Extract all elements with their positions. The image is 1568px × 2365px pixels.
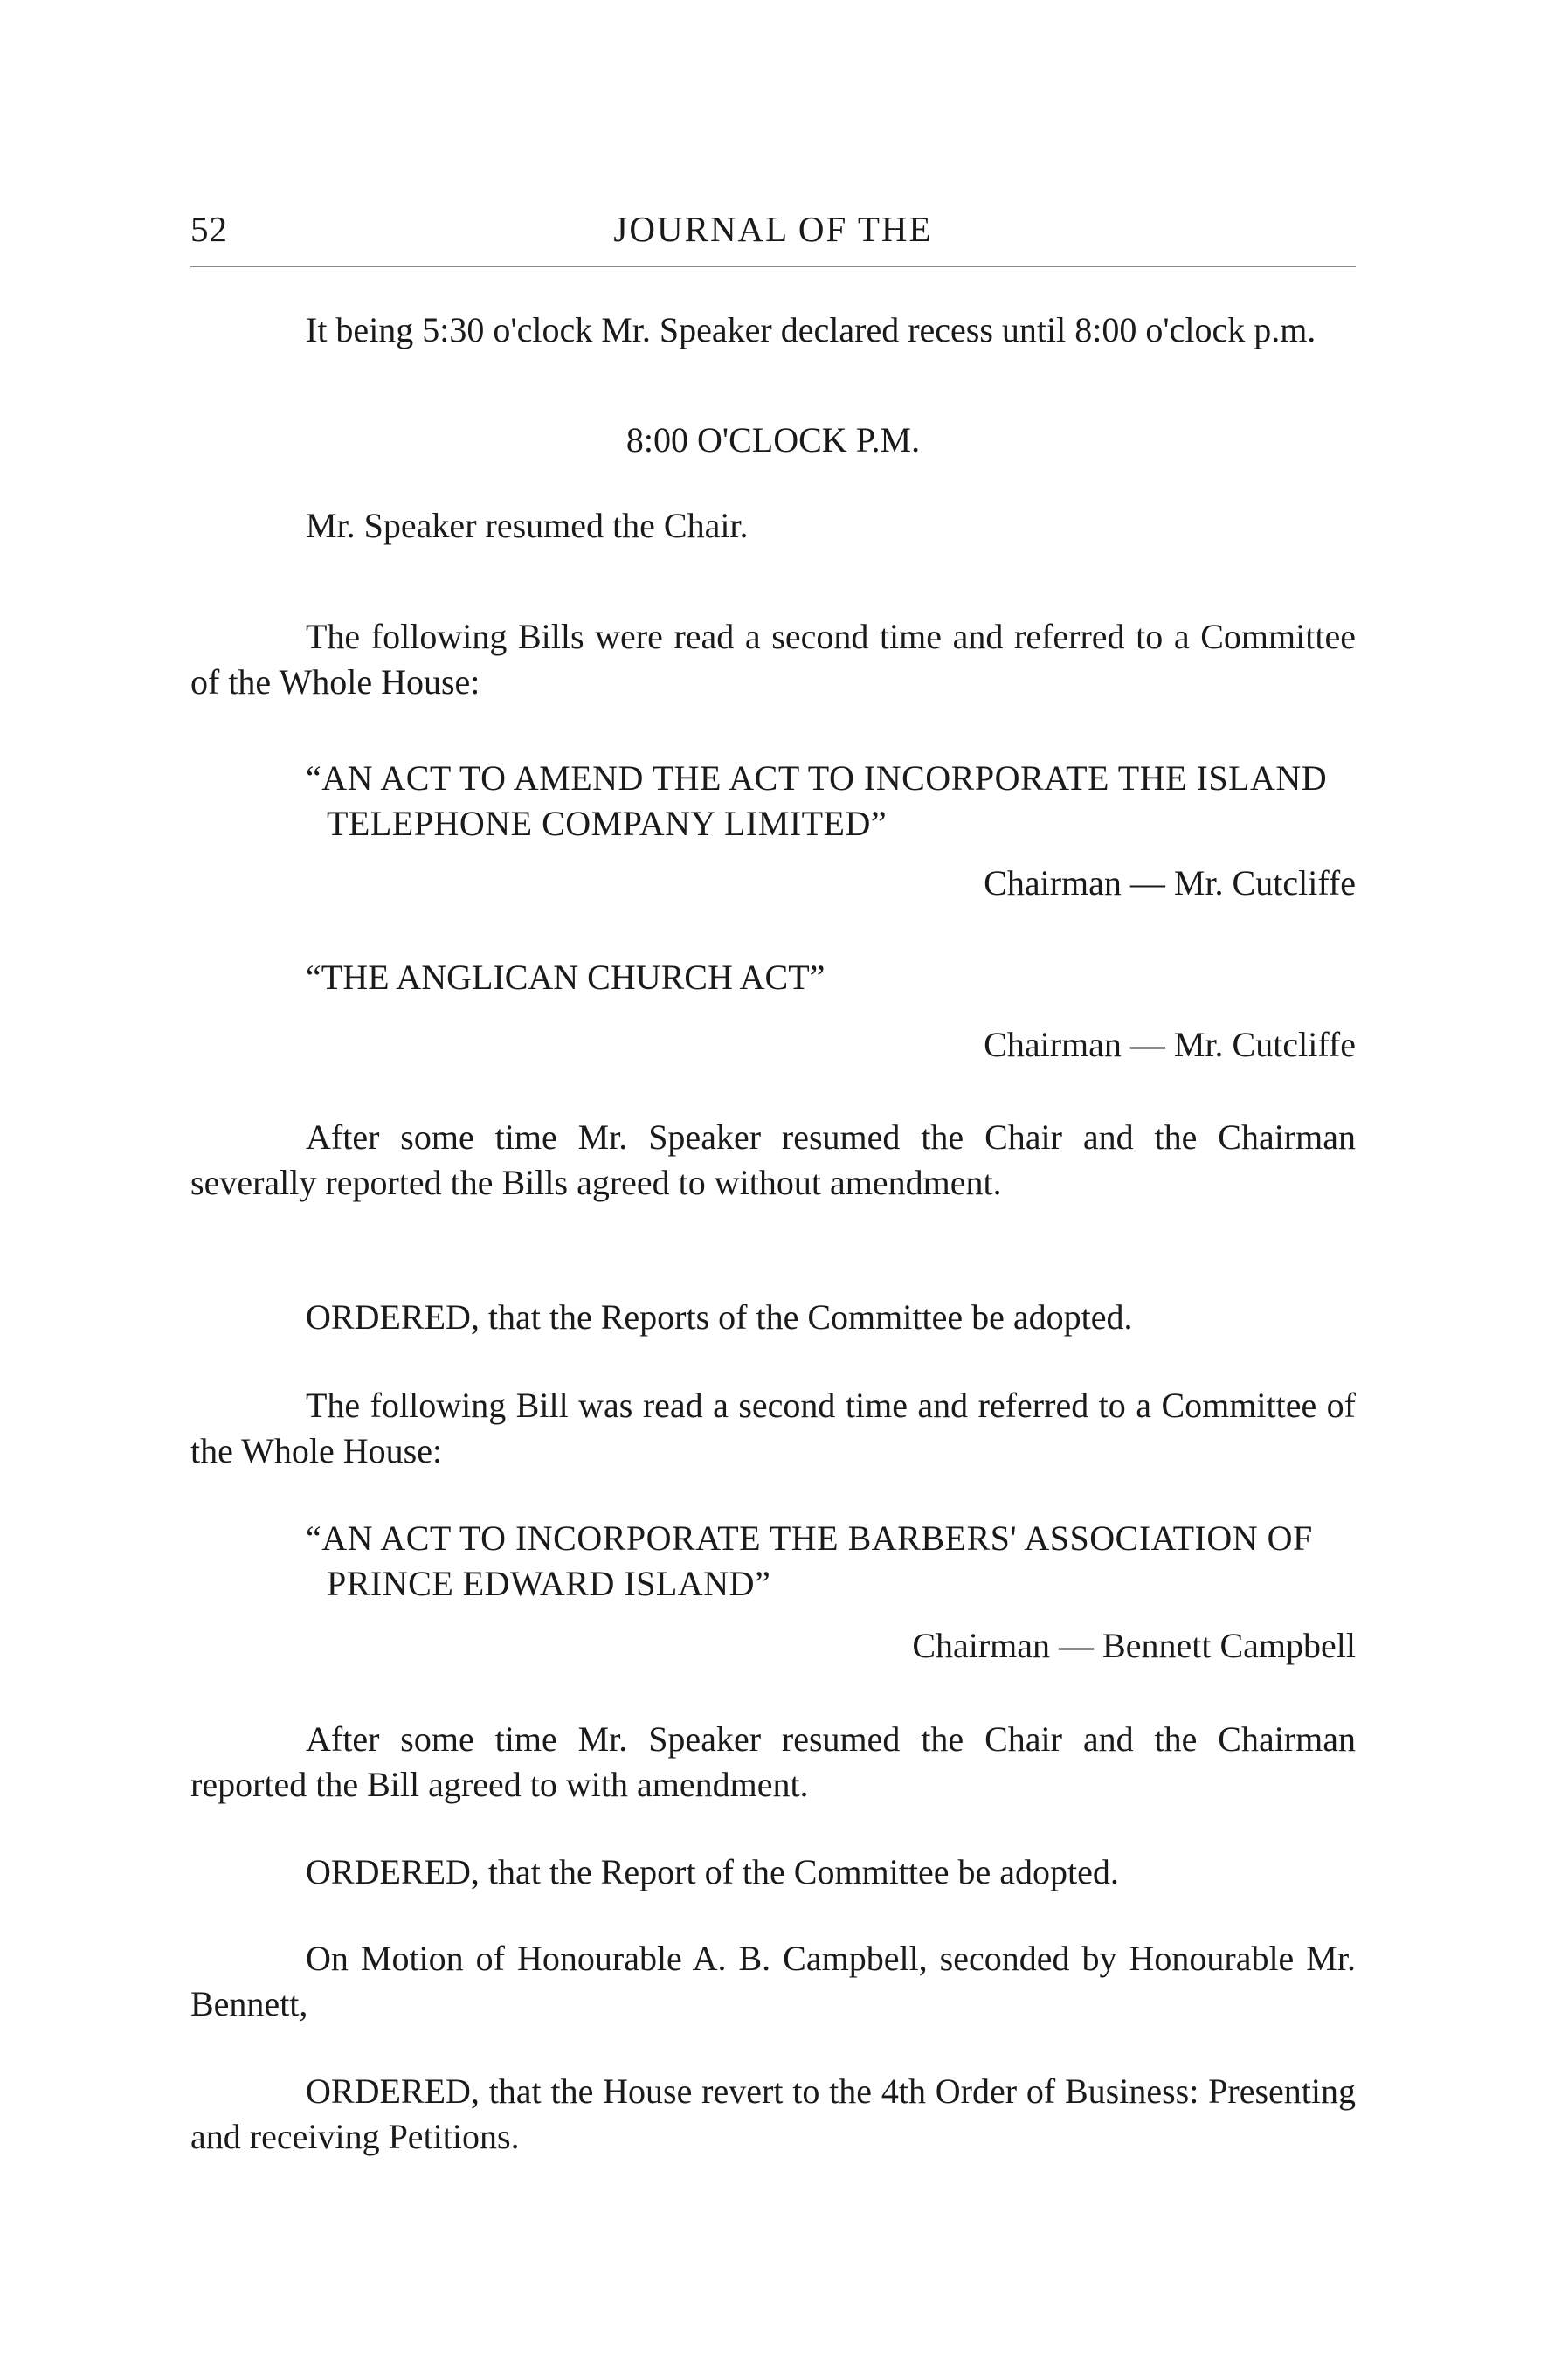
speaker-resumed-paragraph: Mr. Speaker resumed the Chair. bbox=[306, 506, 749, 545]
bill-title-barbers: “AN ACT TO INCORPORATE THE BARBERS' ASSOCIATION OF PRINCE EDWARD ISLAND” bbox=[306, 1518, 1313, 1603]
motion-paragraph: On Motion of Honourable A. B. Campbell, seconded by Honourable Mr. Bennett, bbox=[190, 1939, 1356, 2023]
header-rule bbox=[190, 266, 1356, 267]
page-number: 52 bbox=[190, 209, 228, 249]
time-heading: 8:00 O'CLOCK P.M. bbox=[625, 420, 921, 460]
page-header bbox=[190, 208, 1356, 260]
chairman-line-2: Chairman — Mr. Cutcliffe bbox=[984, 1025, 1356, 1064]
report-with-amendment-paragraph: After some time Mr. Speaker resumed the Chair and the Chairman reported the Bill agreed to with amendment. bbox=[190, 1719, 1356, 1804]
bill-title-anglican: “THE ANGLICAN CHURCH ACT” bbox=[306, 958, 825, 997]
bill-referred-paragraph: The following Bill was read a second time and referred to a Committee of the Whole House: bbox=[190, 1386, 1356, 1470]
report-without-amendment-paragraph: After some time Mr. Speaker resumed the Chair and the Chairman severally reported the Bills agreed to without amendment. bbox=[190, 1117, 1356, 1202]
running-title: JOURNAL OF THE bbox=[613, 209, 933, 249]
chairman-line-1: Chairman — Mr. Cutcliffe bbox=[984, 863, 1356, 902]
journal-page bbox=[190, 0, 1356, 2365]
ordered-report-adopted: ORDERED, that the Report of the Committee be adopted. bbox=[306, 1852, 1119, 1891]
recess-paragraph: It being 5:30 o'clock Mr. Speaker declared recess until 8:00 o'clock p.m. bbox=[306, 310, 1316, 349]
chairman-line-3: Chairman — Bennett Campbell bbox=[912, 1626, 1356, 1665]
bills-referred-paragraph: The following Bills were read a second time and referred to a Committee of the Whole House: bbox=[190, 617, 1356, 702]
ordered-revert-paragraph: ORDERED, that the House revert to the 4th Order of Business: Presenting and receiving Petitions. bbox=[190, 2071, 1356, 2156]
ordered-reports-adopted: ORDERED, that the Reports of the Committee be adopted. bbox=[306, 1297, 1133, 1337]
bill-title-telephone: “AN ACT TO AMEND THE ACT TO INCORPORATE THE ISLAND TELEPHONE COMPANY LIMITED” bbox=[306, 758, 1328, 843]
